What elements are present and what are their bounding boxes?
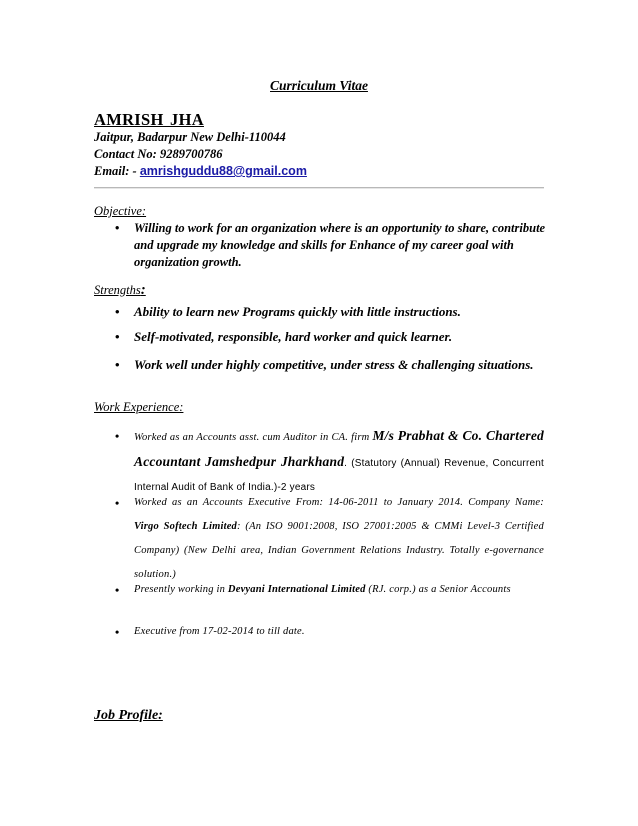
address-line: Jaitpur, Badarpur New Delhi-110044 — [94, 130, 286, 144]
email-line — [94, 164, 307, 179]
work-item — [134, 491, 544, 587]
work-experience-heading: Work Experience: — [94, 400, 184, 414]
work-item-detail: : (An ISO 9001:2008, ISO 27001:2005 & CMMi Level-3 Certified Company) (New Delhi area, Indian Government Relations Industry. Totally e-governance solution.) — [134, 521, 544, 580]
work-item: • Executive from 17-02-2014 to till date. — [134, 620, 544, 644]
work-item-detail: (RJ. corp.) as a Senior Accounts — [365, 584, 511, 595]
strengths-heading-colon: : — [140, 282, 146, 298]
strength-item: • Work well under highly competitive, under stress & challenging situations. — [134, 353, 544, 377]
objective-item: • Willing to work for an organization where is an opportunity to share, contribute and upgrade my knowledge and skills for Enhance of my career goal with organization growth. — [134, 220, 546, 271]
employer-name: M/s Prabhat & Co. Chartered Accountant Jamshedpur Jharkhand — [134, 428, 544, 469]
candidate-name: AMRISH JHA — [94, 110, 204, 129]
contact-number: Contact No: 9289700786 — [94, 147, 223, 161]
work-item — [134, 578, 544, 602]
email-label: Email: - — [94, 164, 140, 178]
employer-name: Virgo Softech Limited — [134, 521, 238, 532]
header-divider — [94, 187, 544, 189]
work-item-detail: . (Statutory (Annual) Revenue, Concurrent Internal Audit of Bank of India.)-2 years — [134, 458, 544, 493]
employer-name: Devyani International Limited — [227, 584, 366, 595]
strengths-heading — [94, 282, 146, 299]
work-item-text: Worked as an Accounts asst. cum Auditor in CA. firm — [134, 432, 373, 443]
work-item-text: Presently working in — [134, 584, 228, 595]
strengths-heading-text: Strengths — [94, 283, 141, 297]
job-profile-heading: Job Profile: — [94, 708, 163, 723]
objective-heading: Objective: — [94, 204, 147, 218]
work-item — [134, 424, 544, 500]
email-link[interactable]: amrishguddu88@gmail.com — [139, 164, 307, 178]
work-item-text: Worked as an Accounts Executive From: 14-06-2011 to January 2014. Company Name: — [134, 497, 544, 508]
document-title: Curriculum Vitae — [270, 78, 368, 93]
strength-item: • Ability to learn new Programs quickly with little instructions. — [134, 303, 544, 320]
strength-item: • Self-motivated, responsible, hard worker and quick learner. — [134, 328, 544, 345]
